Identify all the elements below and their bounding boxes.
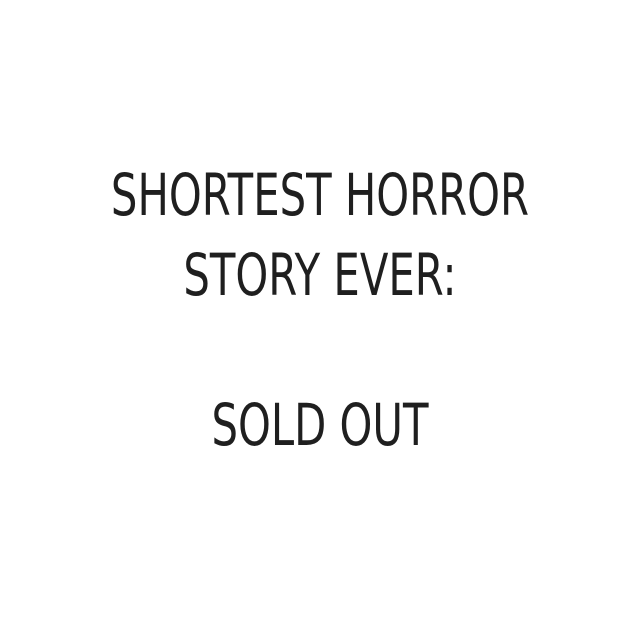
punchline-text: SOLD OUT <box>211 391 429 459</box>
heading-line-1: SHORTEST HORROR <box>110 161 530 229</box>
heading-line-2: STORY EVER: <box>183 241 457 309</box>
